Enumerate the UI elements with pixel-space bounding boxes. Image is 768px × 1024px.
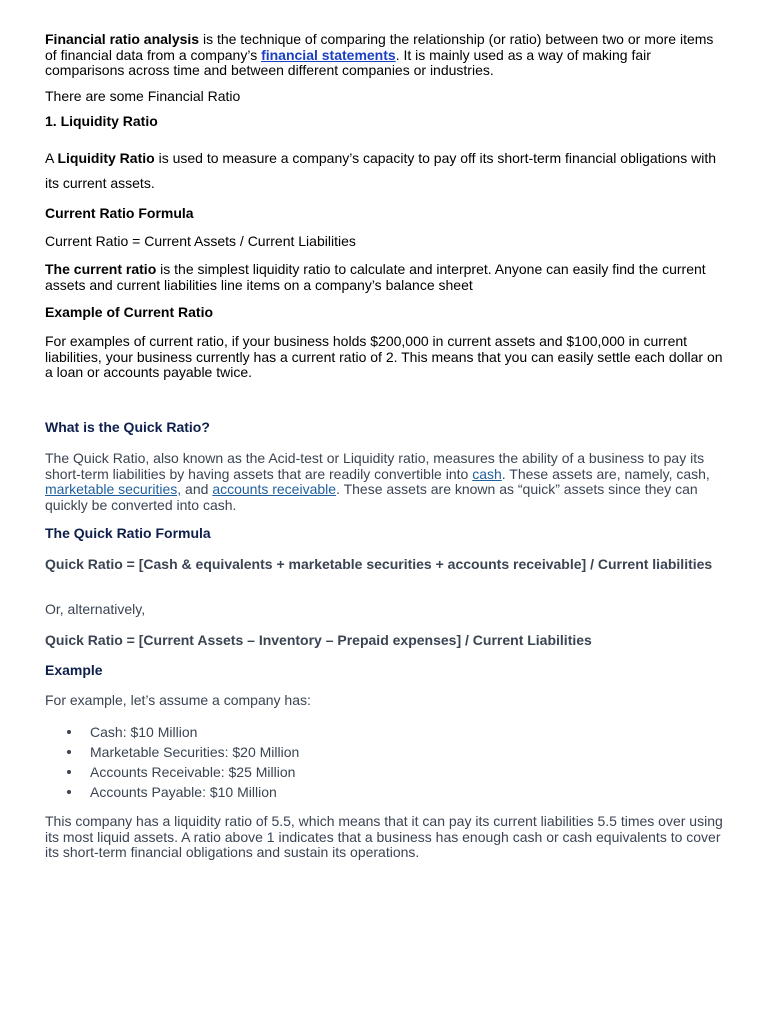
liquidity-def-term: Liquidity Ratio: [57, 150, 155, 166]
example-current-heading-text: Example of Current Ratio: [45, 304, 214, 320]
example-list: [45, 722, 299, 802]
list-item-text: Accounts Payable: $10 Million: [90, 784, 277, 800]
quick-formula-1: [45, 557, 725, 573]
financial-statements-link[interactable]: financial statements: [261, 46, 396, 63]
list-item: [45, 742, 299, 762]
or-alternatively-text: Or, alternatively,: [45, 601, 146, 617]
liquidity-heading-text: 1. Liquidity Ratio: [45, 113, 158, 129]
list-item: [45, 782, 299, 802]
there-are-text: There are some Financial Ratio: [45, 88, 241, 104]
liquidity-def-pre: A: [45, 150, 58, 166]
marketable-securities-link[interactable]: marketable securities,: [45, 481, 182, 497]
current-desc-term: The current ratio: [45, 261, 157, 277]
example-heading-text: Example: [45, 662, 103, 678]
conclusion-paragraph: This company has a liquidity ratio of 5.5, which means that it can pay its current liabilities 5.5 times over using its most liquid assets. A ratio above 1 indicates that a business has enough cash or cash equivalents to cover its short-term financial obligations and sustain its operations.: [45, 813, 723, 860]
bullet-icon: [67, 790, 71, 794]
liquidity-def-post: is used to measure a company’s capacity to pay off its short-term financial obligations with its current assets.: [45, 150, 716, 191]
example-current-text: For examples of current ratio, if your business holds $200,000 in current assets and $100,000 in current liabilities, your business currently has a current ratio of 2. This means that you can easily settle each dollar on a loan or accounts payable twice.: [45, 333, 723, 380]
current-formula: Current Ratio = Current Assets / Current Liabilities: [45, 233, 356, 249]
current-desc-text: is the simplest liquidity ratio to calculate and interpret. Anyone can easily find the current assets and current liabilities line items on a company’s balance sheet: [45, 261, 706, 293]
accounts-receivable-link[interactable]: accounts receivable: [212, 481, 337, 497]
example-intro: For example, let’s assume a company has:: [45, 692, 311, 708]
cash-link[interactable]: cash: [472, 465, 502, 482]
quick-formula-2-text: Quick Ratio = [Current Assets – Inventory – Prepaid expenses] / Current Liabilities: [45, 632, 592, 648]
quick-formula-1-text: Quick Ratio = [Cash & equivalents + marketable securities + accounts receivable] / Current liabilities: [45, 556, 713, 572]
liquidity-definition: [45, 146, 725, 196]
current-description: [45, 262, 725, 293]
bullet-icon: [67, 730, 71, 734]
bullet-icon: [67, 750, 71, 754]
list-item: [45, 722, 299, 742]
example-current-heading: [45, 305, 725, 321]
list-item-text: Cash: $10 Million: [90, 724, 198, 740]
quick-def-text-4: . These assets are known as “quick” assets since they can quickly be converted into cash.: [45, 481, 698, 513]
list-item-text: Accounts Receivable: $25 Million: [90, 764, 296, 780]
liquidity-heading: [45, 114, 725, 130]
intro-paragraph: [45, 32, 725, 79]
quick-def-text-1: The Quick Ratio, also known as the Acid-test or Liquidity ratio, measures the ability of a business to pay its short-term liabilities by having assets that are readily convertible into: [45, 450, 705, 482]
quick-def-text-2: . These assets are, namely, cash,: [501, 465, 710, 482]
quick-formula-heading-text: The Quick Ratio Formula: [45, 525, 211, 541]
quick-formula-heading: [45, 526, 725, 542]
quick-def-text-3: and: [181, 481, 213, 497]
intro-term: Financial ratio analysis: [45, 31, 200, 47]
intro-text-2: . It is mainly used as a way of making fair comparisons across time and between different companies or industries.: [45, 46, 651, 78]
quick-ratio-heading-text: What is the Quick Ratio?: [45, 419, 210, 435]
list-item-text: Marketable Securities: $20 Million: [90, 744, 300, 760]
quick-formula-2: [45, 633, 725, 649]
current-formula-heading: [45, 206, 725, 222]
current-formula-heading-text: Current Ratio Formula: [45, 205, 194, 221]
intro-text-1: is the technique of comparing the relationship (or ratio) between two or more items of financial data from a company’s: [45, 31, 714, 63]
example-heading: [45, 663, 725, 679]
quick-ratio-heading: [45, 420, 725, 436]
list-item: [45, 762, 299, 782]
quick-ratio-definition: [45, 451, 725, 513]
bullet-icon: [67, 770, 71, 774]
